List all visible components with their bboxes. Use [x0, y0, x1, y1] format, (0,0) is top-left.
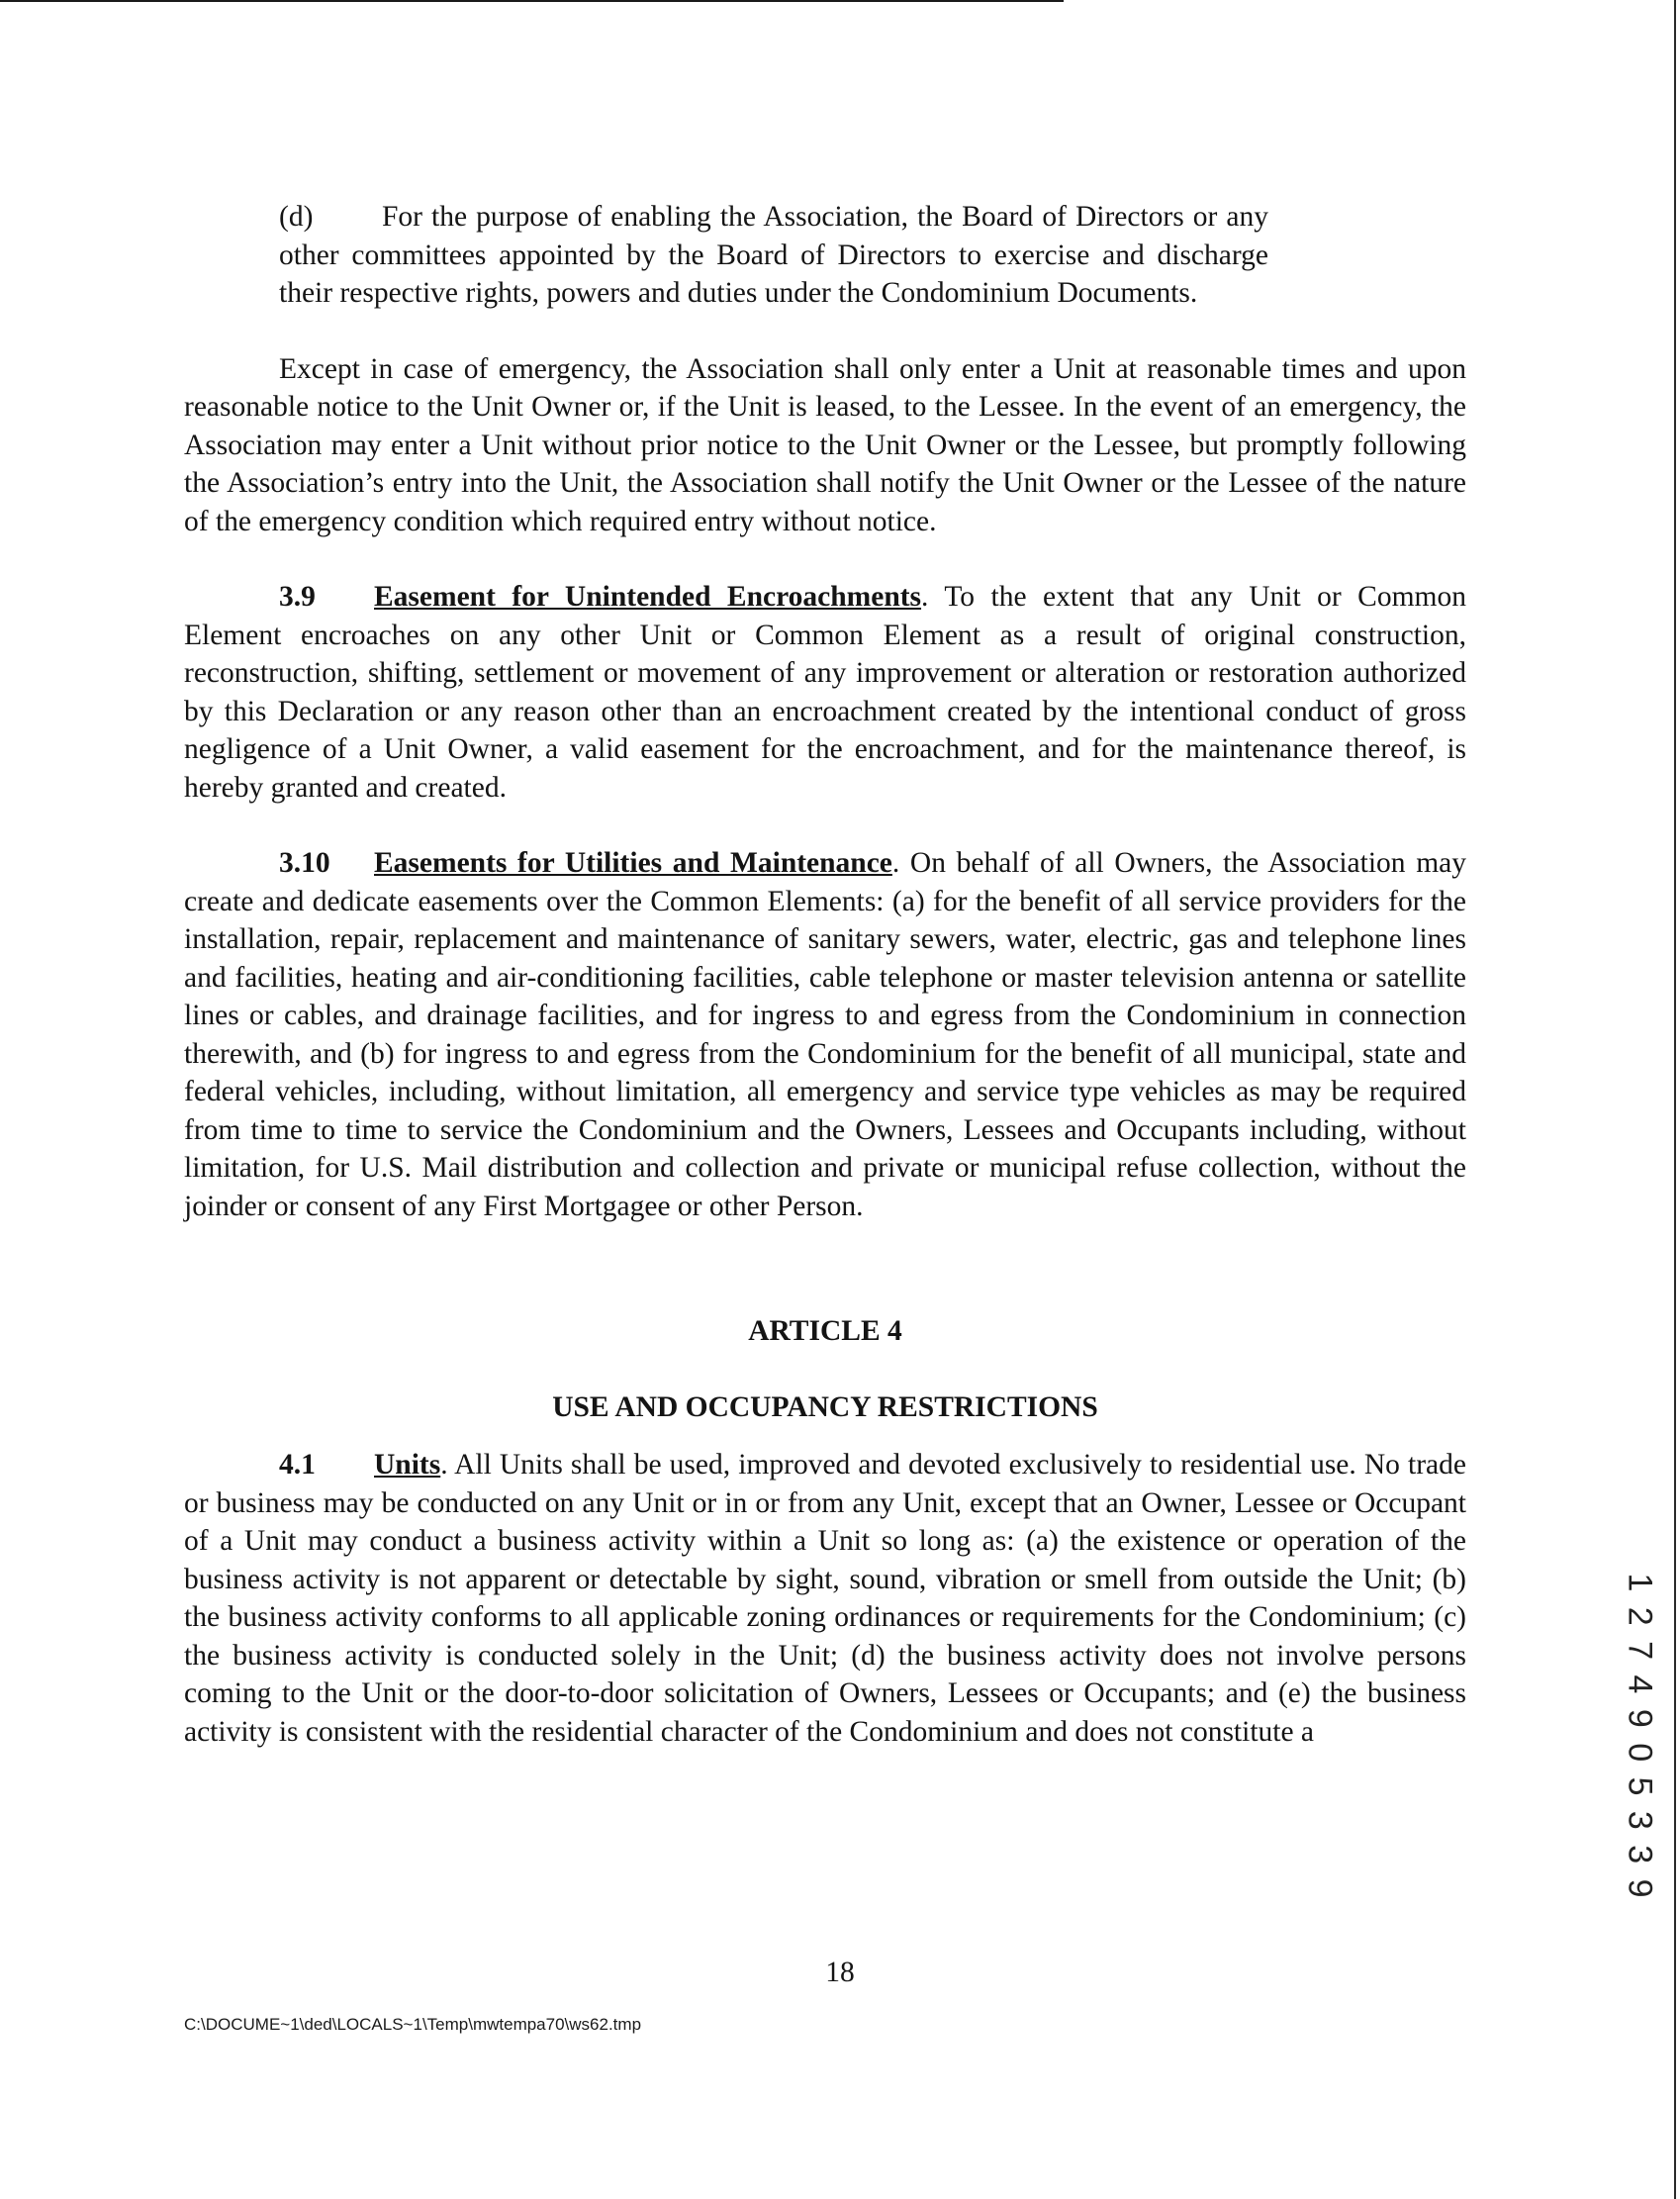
- right-scan-edge: [1674, 0, 1676, 2199]
- article-heading: ARTICLE 4: [748, 1315, 902, 1347]
- section-3-10-body: . On behalf of all Owners, the Association may create and dedicate easements over the Common Elements: (a) for the benefit of all service providers for the installation, repair, replacement and maintenance of sanitary sewers, water, electric, gas and telephone lines and facilities, heating and air-conditioning facilities, cable telephone or master television antenna or satellite lines or cables, and drainage facilities, and for ingress to and egress from the Condominium in connection therewith, and (b) for ingress to and egress from the Condominium for the benefit of all municipal, state and federal vehicles, including, without limitation, all emergency and service type vehicles as may be required from time to time to service the Condominium and the Owners, Lessees and Occupants including, without limitation, for U.S. Mail distribution and collection and private or municipal refuse collection, without the joinder or consent of any First Mortgagee or other Person.: [184, 847, 1466, 1222]
- section-3-10: [184, 844, 1466, 1225]
- file-path-footer: C:\DOCUME~1\ded\LOCALS~1\Temp\mwtempa70\ws62.tmp: [184, 2015, 642, 2034]
- section-3-10-title: Easements for Utilities and Maintenance: [374, 847, 892, 879]
- document-body: [184, 198, 1466, 1751]
- page-number: 18: [825, 1957, 855, 1988]
- section-3-9-title: Easement for Unintended Encroachments: [374, 581, 922, 613]
- top-scan-rule: [0, 0, 1064, 2]
- section-4-1-body: . All Units shall be used, improved and devoted exclusively to residential use. No trade or business may be conducted on any Unit or in or from any Unit, except that an Owner, Lessee or Occupant of a Unit may conduct a business activity within a Unit so long as: (a) the existence or operation of the business activity is not apparent or detectable by sight, sound, vibration or smell from outside the Unit; (b) the business activity conforms to all applicable zoning ordinances or requirements for the Condominium; (c) the business activity is conducted solely in the Unit; (d) the business activity does not involve persons coming to the Unit or the door-to-door solicitation of Owners, Lessees or Occupants; and (e) the business activity is consistent with the residential character of the Condominium and does not constitute a: [184, 1449, 1466, 1748]
- section-4-1: [184, 1446, 1466, 1751]
- section-3-10-number: 3.10: [279, 847, 330, 879]
- section-3-9: [184, 578, 1466, 807]
- section-3-9-body: . To the extent that any Unit or Common Element encroaches on any other Unit or Common Element as a result of original construction, reconstruction, shifting, settlement or movement of any improvement or alteration or restoration authorized by this Declaration or any reason other than an encroachment created by the intentional conduct of gross negligence of a Unit Owner, a valid easement for the encroachment, and for the maintenance thereof, is hereby granted and created.: [184, 581, 1466, 804]
- article-subheading: USE AND OCCUPANCY RESTRICTIONS: [552, 1390, 1098, 1423]
- section-3-9-number: 3.9: [279, 581, 316, 613]
- side-stamp: [1614, 1573, 1665, 1901]
- section-4-1-number: 4.1: [279, 1449, 316, 1481]
- clause-d-label: (d): [279, 201, 314, 233]
- section-4-1-title: Units: [374, 1449, 441, 1481]
- clause-d: [279, 198, 1268, 313]
- side-stamp-text: 1 2 7 4 9 0 5 3 3 9: [1621, 1573, 1659, 1901]
- clause-d-text: For the purpose of enabling the Association, the Board of Directors or any other committees appointed by the Board of Directors to exercise and discharge their respective rights, powers and duties under the Condominium Documents.: [279, 201, 1268, 309]
- emergency-entry-paragraph: Except in case of emergency, the Association shall only enter a Unit at reasonable times and upon reasonable notice to the Unit Owner or, if the Unit is leased, to the Lessee. In the event of an emergency, the Association may enter a Unit without prior notice to the Unit Owner or the Lessee, but promptly following the Association’s entry into the Unit, the Association shall notify the Unit Owner or the Lessee of the nature of the emergency condition which required entry without notice.: [184, 352, 1466, 537]
